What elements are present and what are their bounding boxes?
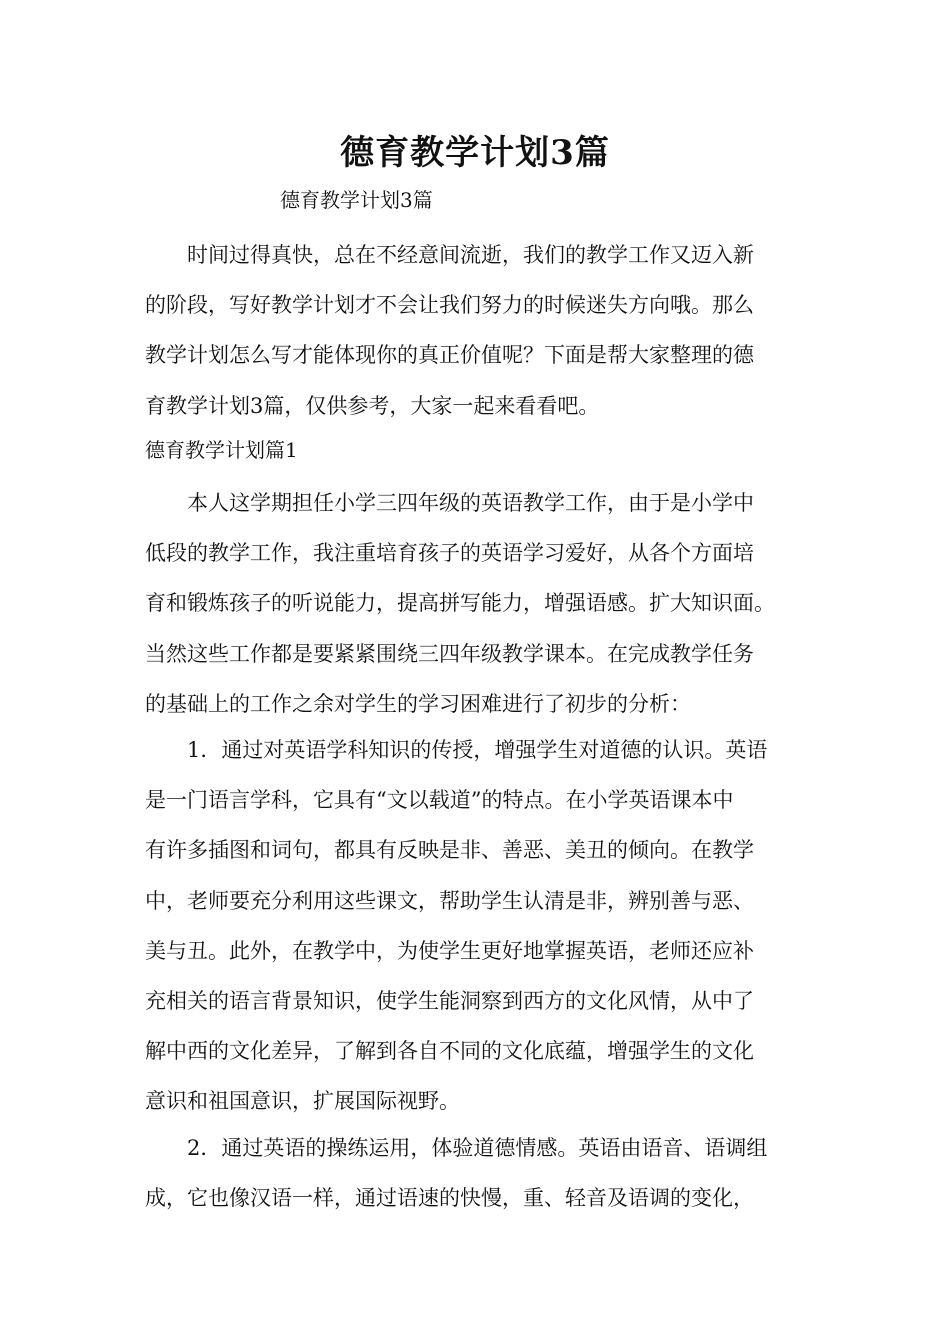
intro-line: 育教学计划3篇，仅供参考，大家一起来看看吧。 — [145, 393, 600, 418]
document-title: 德育教学计划3篇 — [340, 133, 610, 173]
paragraph-line: 当然这些工作都是要紧紧围绕三四年级教学课本。在完成教学任务 — [145, 641, 754, 666]
paragraph-line: 充相关的语言背景知识，使学生能洞察到西方的文化风情，从中了 — [145, 988, 754, 1013]
paragraph-line: 2．通过英语的操练运用，体验道德情感。英语由语音、语调组 — [187, 1136, 768, 1160]
paragraph-line: 育和锻炼孩子的听说能力，提高拼写能力，增强语感。扩大知识面。 — [145, 591, 775, 616]
intro-paragraph — [145, 230, 835, 431]
paragraph-line: 1．通过对英语学科知识的传授，增强学生对道德的认识。英语 — [187, 738, 768, 762]
paragraph-line: 美与丑。此外，在教学中，为使学生更好地掌握英语，老师还应补 — [145, 938, 754, 963]
intro-line: 教学计划怎么写才能体现你的真正价值呢？下面是帮大家整理的德 — [145, 343, 754, 368]
paragraph-line: 是一门语言学科，它具有“文以载道”的特点。在小学英语课本中 — [145, 788, 734, 813]
paragraph-1 — [145, 478, 835, 729]
paragraph-line: 低段的教学工作，我注重培育孩子的英语学习爱好，从各个方面培 — [145, 541, 754, 566]
paragraph-line: 成，它也像汉语一样，通过语速的快慢，重、轻音及语调的变化， — [145, 1186, 754, 1211]
intro-line: 的阶段，写好教学计划才不会让我们努力的时候迷失方向哦。那么 — [145, 293, 754, 318]
paragraph-line: 本人这学期担任小学三四年级的英语教学工作，由于是小学中 — [187, 491, 754, 515]
paragraph-line: 有许多插图和词句，都具有反映是非、善恶、美丑的倾向。在教学 — [145, 838, 754, 863]
paragraph-line: 解中西的文化差异，了解到各自不同的文化底蕴，增强学生的文化 — [145, 1039, 754, 1064]
document-subtitle: 德育教学计划3篇 — [280, 188, 433, 212]
section-heading: 德育教学计划篇1 — [145, 438, 298, 462]
paragraph-line: 的基础上的工作之余对学生的学习困难进行了初步的分析： — [145, 691, 691, 716]
paragraph-3 — [145, 1123, 835, 1223]
paragraph-2 — [145, 725, 835, 1127]
paragraph-line: 意识和祖国意识，扩展国际视野。 — [145, 1089, 460, 1114]
intro-line: 时间过得真快，总在不经意间流逝，我们的教学工作又迈入新 — [187, 243, 754, 267]
paragraph-line: 中，老师要充分利用这些课文，帮助学生认清是非，辨别善与恶、 — [145, 888, 754, 913]
